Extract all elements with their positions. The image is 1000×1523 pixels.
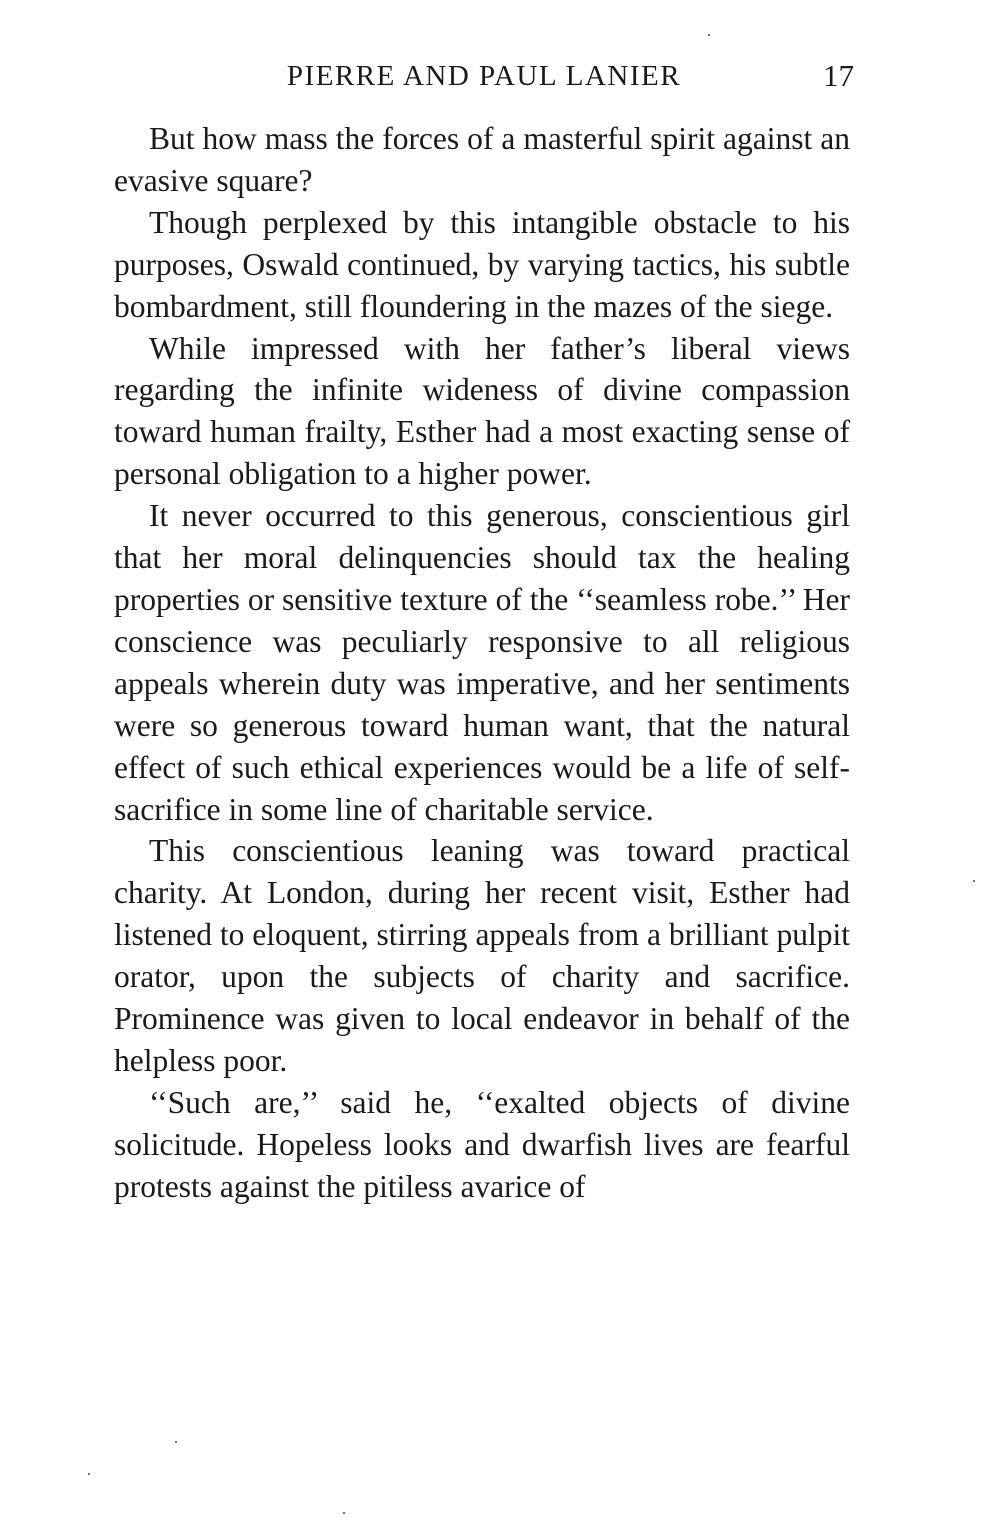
paragraph-2: Though perplexed by this intangible obstacle to his purposes, Oswald continued, by varying tactics, his subtle bombardment, still floundering in the mazes of the siege. bbox=[114, 204, 850, 324]
scan-speck bbox=[175, 1441, 177, 1443]
paragraph-5: This conscientious leaning was toward practical charity. At London, during her recent visit, Esther had listened to eloquent, stirring appeals from a brilliant pulpit orator, upon the subjects of charity and sacrifice. Prominence was given to local endeavor in behalf of the helpless poor. bbox=[114, 833, 850, 1078]
scan-speck bbox=[343, 1512, 345, 1514]
running-title: PIERRE AND PAUL LANIER bbox=[286, 60, 682, 92]
scan-speck bbox=[88, 1473, 90, 1475]
paragraph-4: It never occurred to this generous, conscientious girl that her moral delinquencies should tax the healing properties or sensitive texture of the ‘‘seamless robe.’’ Her conscience was peculiarly responsive to all religious appeals wherein duty was imperative, and her sentiments were so generous toward human want, that the natural effect of such ethical experiences would be a life of self-sacrifice in some line of charitable service. bbox=[114, 498, 850, 827]
paragraph-3: While impressed with her father’s liberal views regarding the infinite wideness of divine compassion toward human frailty, Esther had a most exacting sense of personal obligation to a higher power. bbox=[114, 330, 850, 492]
page-number: 17 bbox=[823, 58, 854, 93]
scan-speck bbox=[973, 880, 975, 882]
scan-speck bbox=[708, 34, 710, 36]
paragraph-6: ‘‘Such are,’’ said he, ‘‘exalted objects of divine solicitude. Hopeless looks and dwarfish lives are fearful protests against the pitiless avarice of bbox=[114, 1084, 850, 1204]
paragraph-1: But how mass the forces of a masterful spirit against an evasive square? bbox=[114, 121, 850, 198]
body-text bbox=[114, 118, 850, 1208]
running-header bbox=[114, 56, 854, 100]
